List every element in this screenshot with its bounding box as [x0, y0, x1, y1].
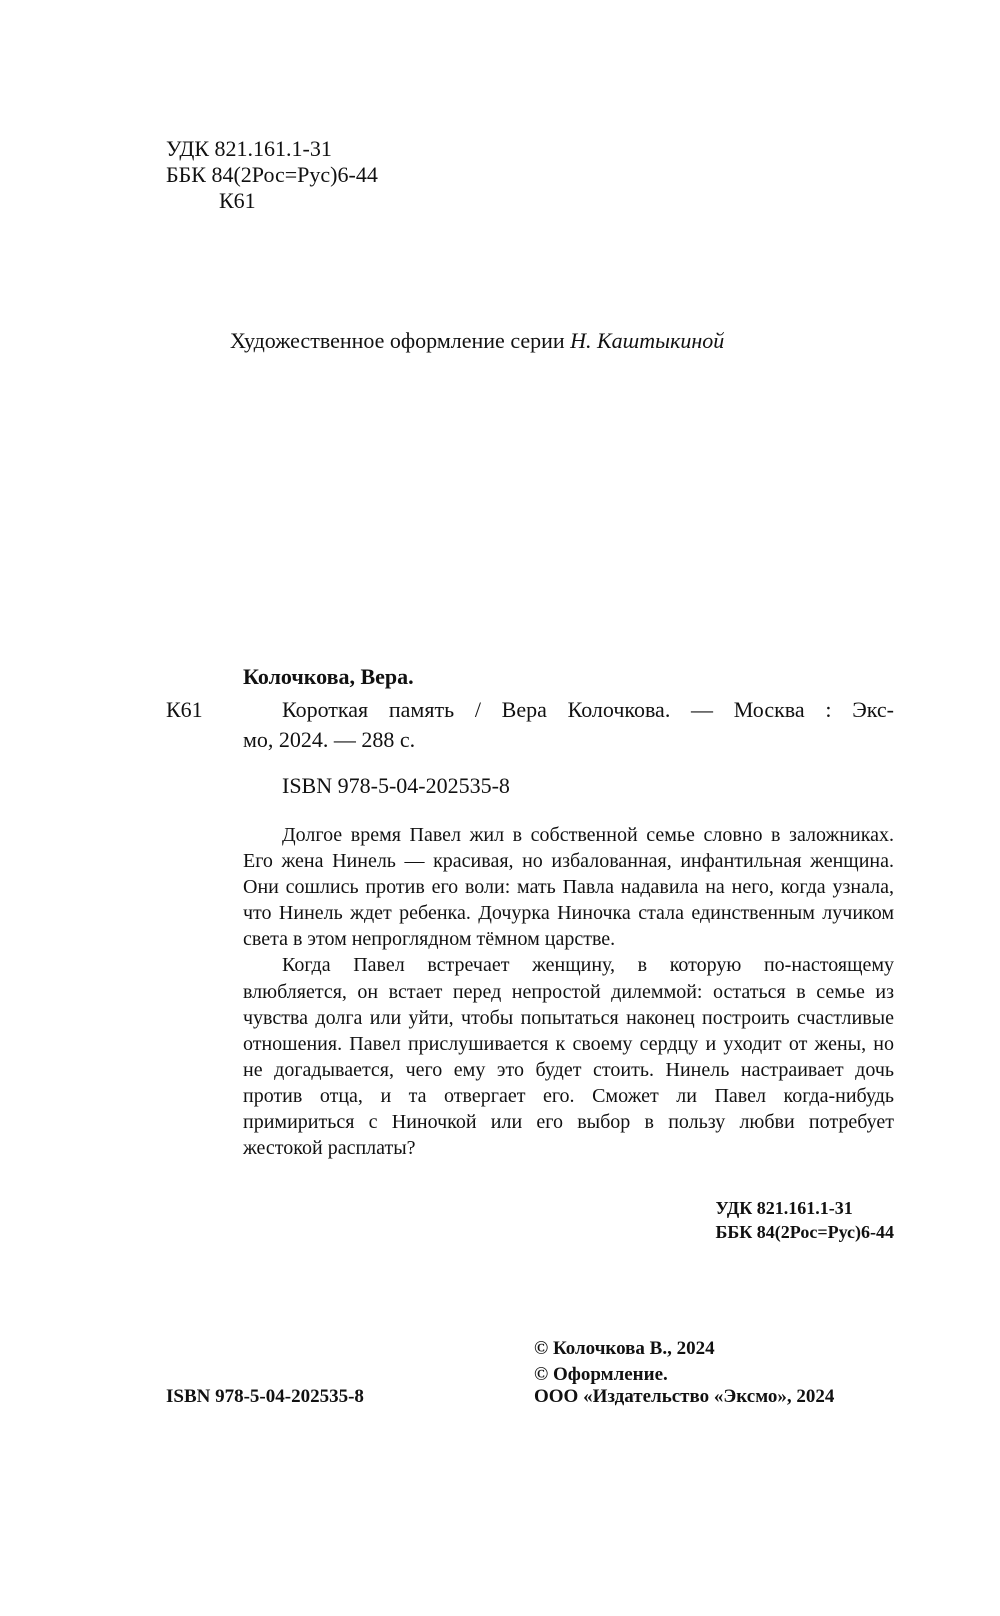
classification-codes-bottom [715, 1196, 894, 1244]
annotation [243, 822, 894, 1161]
publisher-line: ООО «Издательство «Эксмо», 2024 [534, 1386, 835, 1407]
copyright-design: © Оформление. [534, 1364, 668, 1385]
title-statement-line-2: мо, 2024. — 288 с. [243, 727, 416, 752]
udk-code-bottom: УДК 821.161.1-31 [715, 1198, 853, 1218]
author-heading: Колочкова, Вера. [243, 664, 414, 689]
copyright-block [534, 1336, 715, 1388]
udk-code: УДК 821.161.1-31 [166, 136, 332, 161]
author-mark: К61 [219, 188, 256, 213]
annotation-paragraph-1: Долгое время Павел жил в собственной семье словно в заложниках. Его жена Нинель — красивая, но избалованная, инфантильная женщина. Они сошлись против его воли: мать Павла надавила на него, когда узнала, что Нинель ждет ребенка. Дочурка Ниночка стала единственным лучиком света в этом непроглядном тёмном царстве. [243, 824, 894, 951]
classification-codes-top [166, 136, 378, 214]
isbn-record: ISBN 978-5-04-202535-8 [282, 773, 510, 798]
isbn-footer: ISBN 978-5-04-202535-8 [166, 1386, 364, 1407]
bbk-code-bottom: ББК 84(2Рос=Рус)6-44 [715, 1222, 894, 1242]
bbk-code: ББК 84(2Рос=Рус)6-44 [166, 162, 378, 187]
design-credit-text: Художественное оформление серии [230, 328, 571, 353]
title-statement-line-1: Короткая память / Вера Колочкова. — Москва : Экс- [282, 697, 894, 722]
annotation-paragraph-2: Когда Павел встречает женщину, в которую по-настоящему влюбляется, он встает перед непростой дилеммой: остаться в семье из чувства долга или уйти, чтобы попытаться наконец построить счастливые отношения. Павел прислушивается к своему сердцу и уходит от жены, но не догадывается, чего ему это будет стоить. Нинель настраивает дочь против отца, и та отвергает его. Сможет ли Павел когда-нибудь примириться с Ниночкой или его выбор в пользу любви потребует жестокой расплаты? [243, 954, 894, 1160]
designer-name: Н. Каштыкиной [570, 328, 725, 353]
design-credit [230, 328, 724, 354]
author-mark-left: К61 [166, 697, 203, 722]
copyright-author: © Колочкова В., 2024 [534, 1338, 715, 1359]
